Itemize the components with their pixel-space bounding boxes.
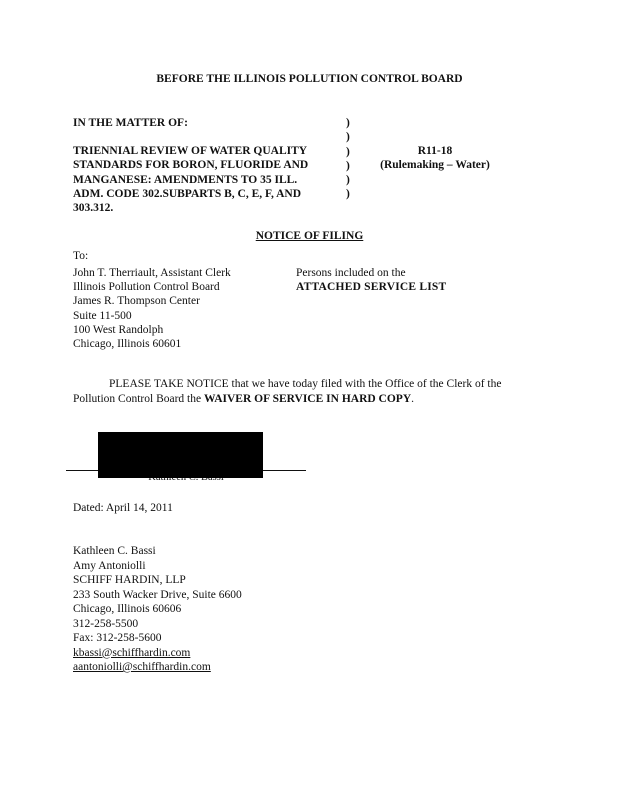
email-link[interactable]: aantoniolli@schiffhardin.com	[73, 661, 211, 673]
address-line: Chicago, Illinois 60601	[73, 338, 182, 351]
body-text: that we have today filed with the Office of the Clerk of the	[228, 378, 502, 390]
address-line: 100 West Randolph	[73, 323, 164, 336]
notice-title: NOTICE OF FILING	[255, 230, 364, 242]
caption-parentheses	[346, 116, 350, 202]
attorney-line: SCHIFF HARDIN, LLP	[73, 574, 186, 586]
caption-line: MANGANESE: AMENDMENTS TO 35 ILL.	[73, 173, 298, 186]
body-text: .	[411, 393, 415, 405]
docket-block	[370, 144, 500, 173]
attorney-block	[73, 544, 242, 675]
paren: )	[346, 131, 350, 144]
paren: )	[346, 117, 350, 129]
docket-number: R11-18	[417, 145, 453, 157]
notice-body	[73, 377, 525, 407]
attorney-line: Fax: 312-258-5600	[73, 632, 162, 644]
document-heading: BEFORE THE ILLINOIS POLLUTION CONTROL BOARD	[156, 73, 463, 85]
body-text: Pollution Control Board the	[73, 393, 204, 405]
signature-redaction	[98, 432, 263, 478]
caption-line: STANDARDS FOR BORON, FLUORIDE AND	[73, 159, 309, 172]
service-list-note	[296, 266, 446, 294]
address-line: Illinois Pollution Control Board	[73, 281, 220, 294]
attorney-line: Chicago, Illinois 60606	[73, 603, 182, 615]
please-take-notice: PLEASE TAKE NOTICE	[109, 378, 229, 390]
paren: )	[346, 188, 350, 201]
paren: )	[346, 159, 350, 172]
in-the-matter-label: IN THE MATTER OF:	[73, 117, 188, 129]
address-line: John T. Therriault, Assistant Clerk	[73, 267, 231, 279]
recipient-address	[73, 266, 231, 351]
attorney-line: Kathleen C. Bassi	[73, 545, 156, 557]
persons-line: Persons included on the	[296, 267, 406, 279]
paren: )	[346, 145, 350, 158]
to-label: To:	[73, 250, 89, 262]
address-line: Suite 11-500	[73, 309, 132, 322]
address-line: James R. Thompson Center	[73, 295, 200, 308]
waiver-title: WAIVER OF SERVICE IN HARD COPY	[203, 393, 412, 405]
caption-line: TRIENNIAL REVIEW OF WATER QUALITY	[73, 145, 308, 157]
attorney-line: 312-258-5500	[73, 617, 139, 630]
docket-type: (Rulemaking – Water)	[380, 159, 490, 172]
caption-line: 303.312.	[73, 202, 114, 215]
service-list-label: ATTACHED SERVICE LIST	[296, 281, 447, 294]
paren: )	[346, 174, 350, 187]
caption-line: ADM. CODE 302.SUBPARTS B, C, E, F, AND	[73, 187, 302, 200]
attorney-line: 233 South Wacker Drive, Suite 6600	[73, 588, 242, 601]
email-link[interactable]: kbassi@schiffhardin.com	[73, 646, 191, 659]
dated-line: Dated: April 14, 2011	[73, 502, 173, 514]
case-caption	[73, 144, 335, 215]
attorney-line: Amy Antoniolli	[73, 559, 146, 572]
